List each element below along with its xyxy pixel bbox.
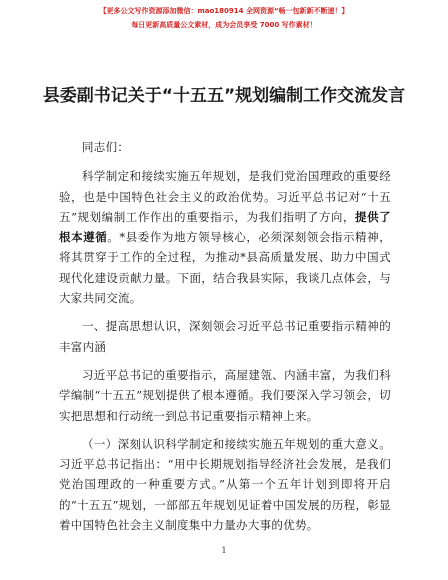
paragraph-subsection-1: （一）深刻认识科学制定和接续实施五年规划的重大意义。习近平总书记指出：“用中长期规划指导经济社会发展，是我们党治国理政的一种重要方式。”从第一个五年计划到即将开启的“十五五”规划，一部部五年规划见证着中国发展的历程，彰显着中国特色社会主义制度集中力量办大事的优势。 <box>59 436 391 533</box>
promo-banner-line-2: 每日更新高质量公文素材，成为会员享受 7000 写作素材！ <box>131 21 317 29</box>
paragraph-section-1: 习近平总书记的重要指示，高屋建瓴、内涵丰富，为我们科学编制“十五五”规划提供了根本遵循。我们要深入学习领会，切实把思想和行动统一到总书记重要指示精神上来。 <box>59 367 391 423</box>
salutation: 同志们： <box>82 140 130 154</box>
section-heading-1: 一、提高思想认识，深刻领会习近平总书记重要指示精神的丰富内涵 <box>59 319 391 354</box>
page-number: 1 <box>221 546 227 555</box>
document-title: 县委副书记关于“十五五”规划编制工作交流发言 <box>42 86 406 106</box>
paragraph-intro <box>59 166 391 308</box>
intro-text-start: 科学制定和接续实施五年规划，是我们党治国理政的重要经验，也是中国特色社会主义的政治优势。习近平总书记对“十五五”规划编制工作作出的重要指示，为我们指明了方向， <box>59 169 391 224</box>
promo-banner-line-1: 【更多公文写作资源添加微信：mao180914 全网资源“畅一包新新不断递！】 <box>99 7 349 15</box>
document-body <box>59 137 391 535</box>
intro-text-end: 。*县委作为地方领导核心，必须深刻领会指示精神，将其贯穿于工作的全过程，为推动*县高质量发展、助力中国式现代化建设贡献力量。下面，结合我县实际，我谈几点体会，与大家共同交流。 <box>59 230 391 306</box>
intro-bold-phrase: 提供了根本遵循 <box>59 209 391 245</box>
